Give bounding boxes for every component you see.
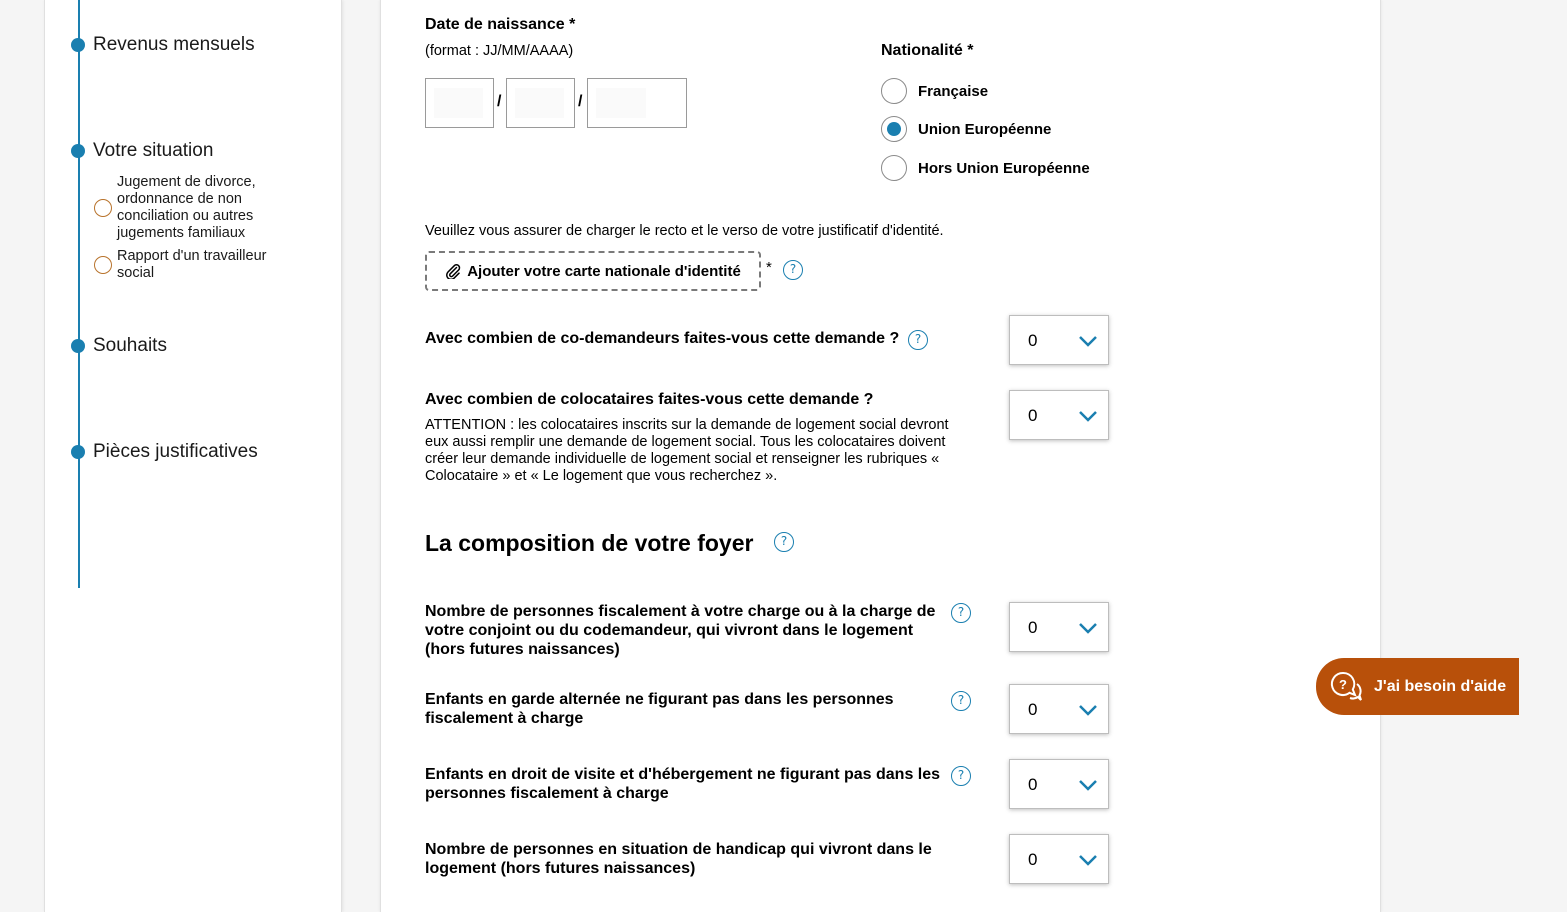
help-icon[interactable]: ? — [783, 260, 803, 280]
radio-label[interactable]: Union Européenne — [918, 120, 1052, 138]
help-icon[interactable]: ? — [774, 532, 794, 552]
radio-circle-checked[interactable] — [881, 116, 907, 142]
radio-circle[interactable] — [881, 155, 907, 181]
step-label: Pièces justificatives — [93, 441, 258, 462]
step-souhaits[interactable] — [71, 335, 167, 357]
form-panel — [380, 0, 1381, 912]
help-icon[interactable]: ? — [951, 766, 971, 786]
upload-identity-button[interactable] — [425, 251, 761, 291]
substep-label: Jugement de divorce, ordonnance de non conciliation ou autres jugements familiaux — [117, 174, 256, 241]
garde-alternee-select[interactable] — [1009, 684, 1109, 734]
codemandeurs-question: Avec combien de co-demandeurs faites-vous cette demande ? — [425, 330, 900, 347]
radio-label[interactable]: Française — [918, 82, 989, 100]
step-label: Votre situation — [93, 140, 214, 161]
select-value: 0 — [1028, 850, 1038, 869]
personnes-a-charge-select[interactable] — [1009, 602, 1109, 652]
radio-hors-union-europeenne[interactable] — [881, 155, 1090, 181]
handicap-select[interactable] — [1009, 834, 1109, 884]
foyer-question-garde-alternee: Enfants en garde alternée ne figurant pas dans les personnes fiscalement à charge — [425, 691, 894, 727]
droit-de-visite-select[interactable] — [1009, 759, 1109, 809]
help-icon[interactable]: ? — [951, 603, 971, 623]
chevron-down-icon — [1078, 409, 1098, 423]
paperclip-icon — [445, 263, 461, 279]
progress-sidebar — [44, 0, 342, 912]
need-help-button[interactable] — [1316, 658, 1519, 715]
required-marker: * — [766, 259, 772, 276]
radio-circle[interactable] — [881, 78, 907, 104]
identity-notice: Veuillez vous assurer de charger le recto et le verso de votre justificatif d'identité. — [425, 223, 944, 239]
question-mark-glyph: ? — [1339, 676, 1347, 692]
foyer-question-droit-de-visite: Enfants en droit de visite et d'hébergement ne figurant pas dans les personnes fiscalement à charge — [425, 766, 941, 802]
chat-help-icon — [1328, 670, 1362, 704]
substep-label: Rapport d'un travailleur social — [117, 248, 267, 281]
step-revenus-mensuels[interactable] — [71, 34, 255, 56]
birthdate-year-input[interactable] — [587, 78, 687, 128]
need-help-label: J'ai besoin d'aide — [1374, 677, 1507, 695]
select-value: 0 — [1028, 775, 1038, 794]
substep-jugement-divorce[interactable] — [94, 174, 297, 242]
step-dot — [71, 339, 85, 353]
step-label: Revenus mensuels — [93, 34, 255, 55]
birthdate-month-input[interactable] — [506, 78, 575, 128]
chevron-down-icon — [1078, 621, 1098, 635]
help-icon[interactable]: ? — [951, 691, 971, 711]
colocataires-attention: ATTENTION : les colocataires inscrits sur la demande de logement social devront eux aussi remplir une demande de logement social. Tous les colocataires doivent créer leur demande individuelle de logement social et renseigner les rubriques « Colocataire » et « Le logement que vous recherchez ». — [425, 417, 949, 484]
help-icon[interactable]: ? — [908, 330, 928, 350]
colocataires-select[interactable] — [1009, 390, 1109, 440]
chevron-down-icon — [1078, 703, 1098, 717]
codemandeurs-select[interactable] — [1009, 315, 1109, 365]
substep-ring-icon — [94, 256, 112, 274]
radio-union-europeenne[interactable] — [881, 116, 1051, 142]
upload-identity-label: Ajouter votre carte nationale d'identité — [467, 262, 741, 280]
colocataires-question: Avec combien de colocataires faites-vous cette demande ? — [425, 391, 874, 408]
date-separator: / — [497, 93, 502, 110]
chevron-down-icon — [1078, 334, 1098, 348]
step-votre-situation[interactable] — [71, 140, 213, 162]
step-label: Souhaits — [93, 335, 167, 356]
date-separator: / — [578, 93, 583, 110]
birthdate-format-hint: (format : JJ/MM/AAAA) — [425, 43, 574, 59]
step-dot — [71, 445, 85, 459]
foyer-question-personnes-a-charge: Nombre de personnes fiscalement à votre charge ou à la charge de votre conjoint ou du codemandeur, qui vivront dans le logement (hors futures naissances) — [425, 603, 936, 658]
select-value: 0 — [1028, 618, 1038, 637]
chevron-down-icon — [1078, 778, 1098, 792]
substep-rapport-travailleur-social[interactable] — [94, 248, 297, 282]
step-dot — [71, 38, 85, 52]
nationality-label: Nationalité * — [881, 42, 974, 59]
chevron-down-icon — [1078, 853, 1098, 867]
radio-label[interactable]: Hors Union Européenne — [918, 159, 1090, 177]
timeline-line — [78, 0, 80, 588]
foyer-section-title: La composition de votre foyer — [425, 530, 754, 556]
step-pieces-justificatives[interactable] — [71, 441, 258, 463]
select-value: 0 — [1028, 406, 1038, 425]
substep-ring-icon — [94, 199, 112, 217]
birthdate-day-input[interactable] — [425, 78, 494, 128]
foyer-question-handicap: Nombre de personnes en situation de handicap qui vivront dans le logement (hors futures naissances) — [425, 841, 932, 877]
step-dot — [71, 144, 85, 158]
select-value: 0 — [1028, 331, 1038, 350]
select-value: 0 — [1028, 700, 1038, 719]
birthdate-label: Date de naissance * — [425, 16, 576, 33]
radio-francaise[interactable] — [881, 78, 988, 104]
